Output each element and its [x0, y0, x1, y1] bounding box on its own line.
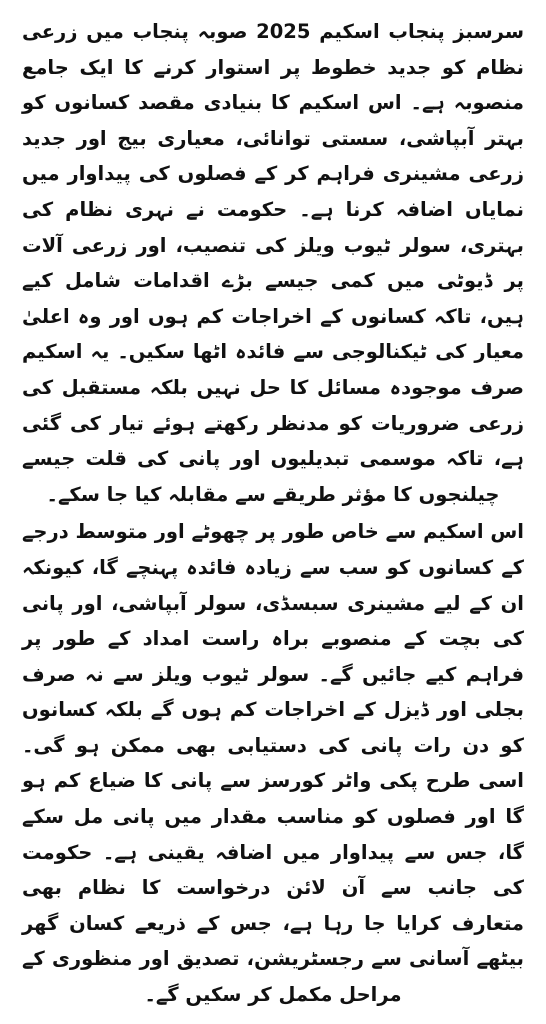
paragraph-2: اس اسکیم سے خاص طور پر چھوٹے اور متوسط درجے کے کسانوں کو سب سے زیادہ فائدہ پہنچے گا، کیونکہ ان کے لیے مشینری سبسڈی، سولر آبپاشی، اور پانی کی بچت کے منصوبے براہ راست امداد کے طور پر فراہم کیے جائیں گے۔ سولر ٹیوب ویلز سے نہ صرف بجلی اور ڈیزل کے اخراجات کم ہوں گے بلکہ کسانوں کو دن رات پانی کی دستیابی بھی ممکن ہو گی۔ اسی طرح پکی واٹر کورسز سے پانی کا ضیاع کم ہو گا اور فصلوں کو مناسب مقدار میں پانی مل سکے گا، جس سے پیداوار میں اضافہ یقینی ہے۔ حکومت کی جانب سے آن لائن درخواست کا نظام بھی متعارف کرایا جا رہا ہے، جس کے ذریعے کسان گھر بیٹھے آسانی سے رجسٹریشن، تصدیق اور منظوری کے مراحل مکمل کر سکیں گے۔ [22, 520, 524, 1007]
paragraph-1: سرسبز پنجاب اسکیم 2025 صوبہ پنجاب میں زرعی نظام کو جدید خطوط پر استوار کرنے کا ایک جامع منصوبہ ہے۔ اس اسکیم کا بنیادی مقصد کسانوں کو بہتر آبپاشی، سستی توانائی، معیاری بیج اور جدید زرعی مشینری فراہم کر کے فصلوں کی پیداوار میں نمایاں اضافہ کرنا ہے۔ حکومت نے نہری نظام کی بہتری، سولر ٹیوب ویلز کی تنصیب، اور زرعی آلات پر ڈیوٹی میں کمی جیسے بڑے اقدامات شامل کیے ہیں، تاکہ کسانوں کے اخراجات کم ہوں اور وہ اعلیٰ معیار کی ٹیکنالوجی سے فائدہ اٹھا سکیں۔ یہ اسکیم صرف موجودہ مسائل کا حل نہیں بلکہ مستقبل کی زرعی ضروریات کو مدنظر رکھتے ہوئے تیار کی گئی ہے، تاکہ موسمی تبدیلیوں اور پانی کی قلت جیسے چیلنجوں کا مؤثر طریقے سے مقابلہ کیا جا سکے۔ [22, 20, 524, 506]
